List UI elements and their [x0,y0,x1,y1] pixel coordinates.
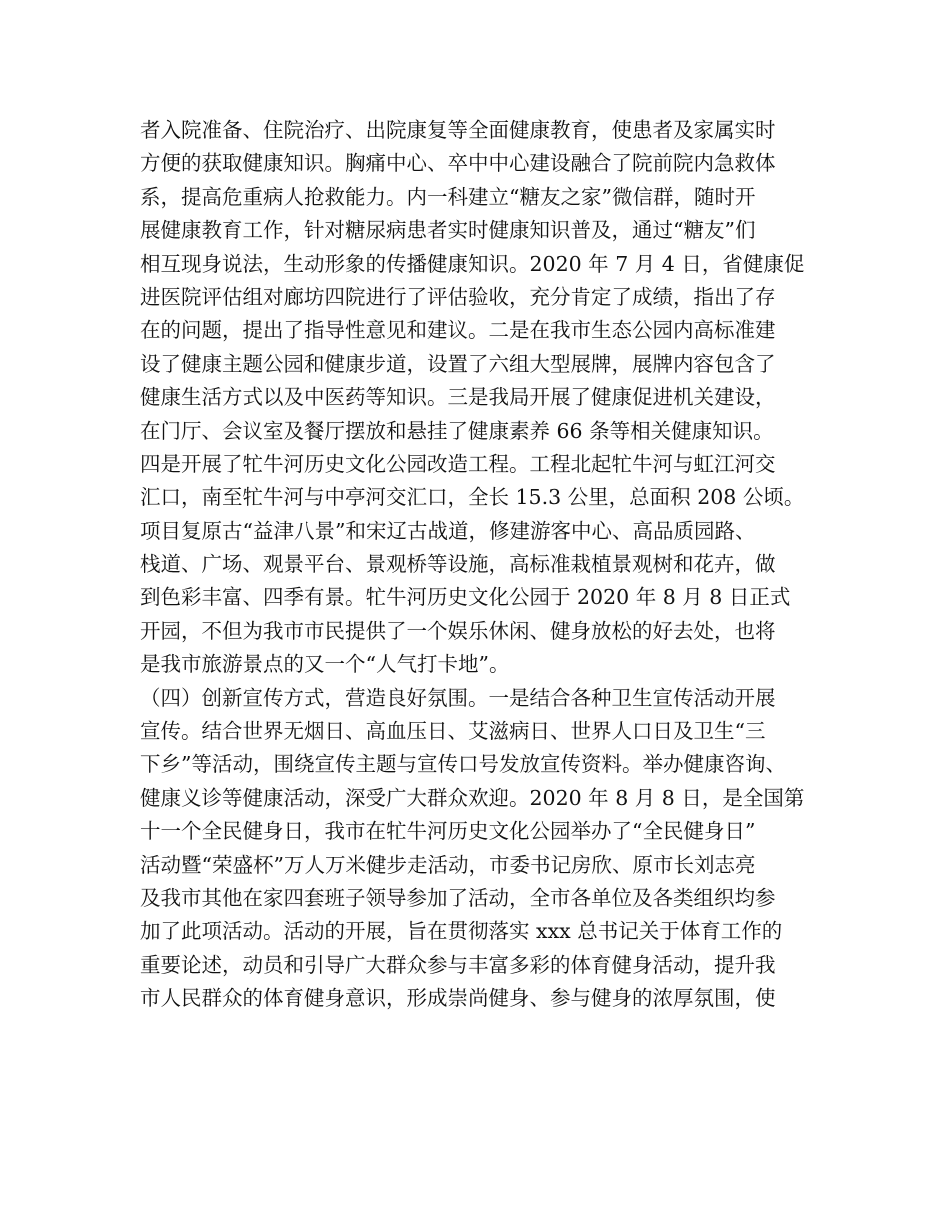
text-line: 进医院评估组对廊坊四院进行了评估验收，充分肯定了成绩，指出了存 [140,284,776,309]
text-line: 加了此项活动。活动的开展，旨在贯彻落实 xxx 总书记关于体育工作的 [140,919,783,944]
body-text [140,114,830,1016]
text-line: 四是开展了牤牛河历史文化公园改造工程。工程北起牤牛河与虹江河交 [140,451,776,476]
text-line: 展健康教育工作，针对糖尿病患者实时健康知识普及，通过“糖友”们 [140,218,756,243]
text-line: 十一个全民健身日，我市在牤牛河历史文化公园举办了“全民健身日” [140,819,756,844]
text-line: 到色彩丰富、四季有景。牤牛河历史文化公园于 2020 年 8 月 8 日正式 [140,585,791,610]
text-line: 健康义诊等健康活动，深受广大群众欢迎。2020 年 8 月 8 日，是全国第 [140,785,805,810]
text-line: 重要论述，动员和引导广大群众参与丰富多彩的体育健身活动，提升我 [140,952,776,977]
text-line: 项目复原古“益津八景”和宋辽古战道，修建游客中心、高品质园路、 [140,518,756,543]
text-line: 宣传。结合世界无烟日、高血压日、艾滋病日、世界人口日及卫生“三 [140,719,766,744]
section-heading-line: （四）创新宣传方式，营造良好氛围。一是结合各种卫生宣传活动开展 [140,685,776,710]
text-line: 汇口，南至牤牛河与中亭河交汇口，全长 15.3 公里，总面积 208 公顷。 [140,485,805,510]
text-line: 相互现身说法，生动形象的传播健康知识。2020 年 7 月 4 日，省健康促 [140,251,805,276]
text-line: 健康生活方式以及中医药等知识。三是我局开展了健康促进机关建设， [140,385,776,410]
text-line: 方便的获取健康知识。胸痛中心、卒中中心建设融合了院前院内急救体 [140,151,776,176]
text-line: 栈道、广场、观景平台、景观桥等设施，高标准栽植景观树和花卉，做 [140,552,776,577]
text-line: 活动暨“荣盛杯”万人万米健步走活动，市委书记房欣、原市长刘志亮 [140,852,756,877]
text-line: 者入院准备、住院治疗、出院康复等全面健康教育，使患者及家属实时 [140,118,776,142]
text-line: 及我市其他在家四套班子领导参加了活动，全市各单位及各类组织均参 [140,885,776,910]
text-line: 设了健康主题公园和健康步道，设置了六组大型展牌，展牌内容包含了 [140,351,776,376]
text-line: 是我市旅游景点的又一个“人气打卡地”。 [140,652,510,677]
text-line: 下乡”等活动，围绕宣传主题与宣传口号发放宣传资料。举办健康咨询、 [140,752,786,777]
text-line: 在门厅、会议室及餐厅摆放和悬挂了健康素养 66 条等相关健康知识。 [140,418,774,443]
text-line: 开园，不但为我市市民提供了一个娱乐休闲、健身放松的好去处，也将 [140,618,776,643]
text-line: 在的问题，提出了指导性意见和建议。二是在我市生态公园内高标准建 [140,318,776,343]
text-line: 系，提高危重病人抢救能力。内一科建立“糖友之家”微信群，随时开 [140,184,756,209]
text-line: 市人民群众的体育健身意识，形成崇尚健身、参与健身的浓厚氛围，使 [140,986,776,1011]
